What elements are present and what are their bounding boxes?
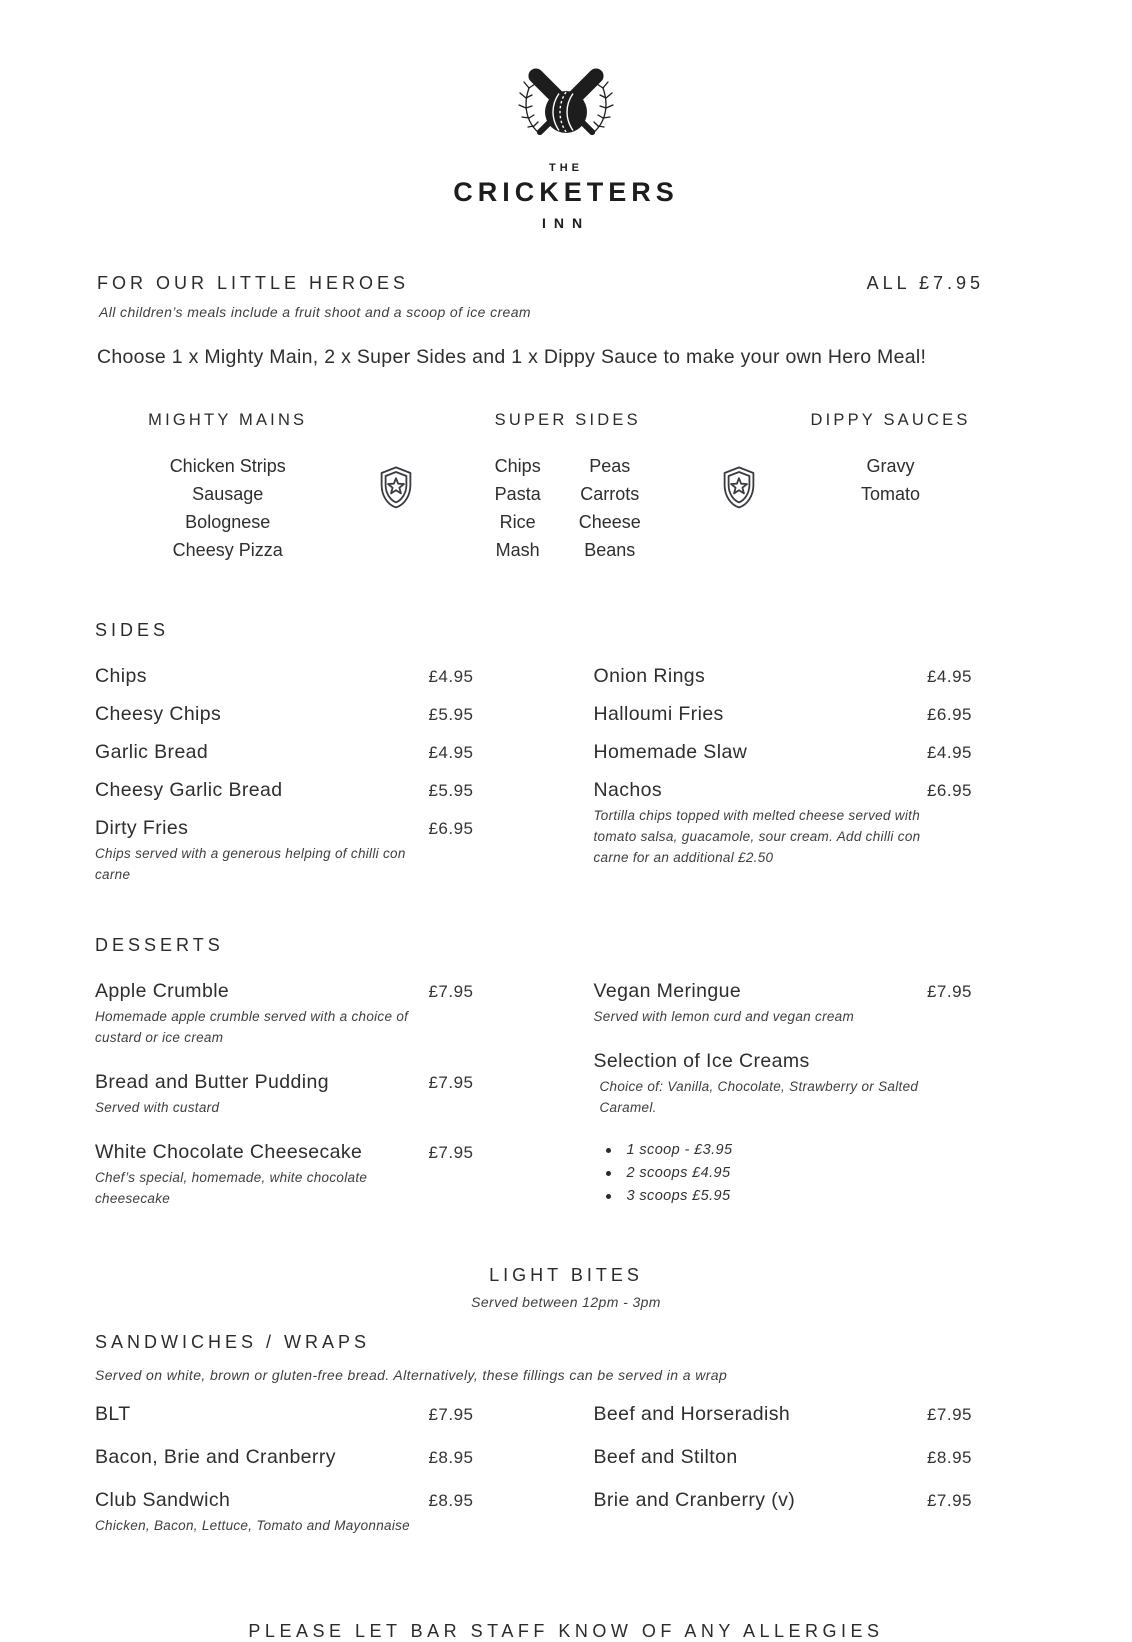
menu-item [594,980,973,1028]
logo-text-inn: INN [541,215,591,231]
menu-item [594,1050,973,1208]
item-name: Cheesy Chips [95,703,222,725]
item-description: Chips served with a generous helping of chilli con carne [95,846,406,882]
item-name: Nachos [593,779,663,801]
sandwiches-right-column [594,1403,973,1557]
menu-item [95,1141,474,1210]
desserts-section-title: DESSERTS [95,934,224,955]
item-name: Bacon, Brie and Cranberry [95,1446,336,1469]
item-description: Homemade apple crumble served with a choice of custard or ice cream [95,1008,409,1045]
sandwiches-section [0,1332,1132,1557]
item-name: Garlic Bread [95,741,209,763]
item-description: Tortilla chips topped with melted cheese served with tomato salsa, guacamole, sour cream. Add chilli con carne for an additional £2.50 [593,808,921,865]
item-name: Cheesy Garlic Bread [95,779,283,801]
light-bites-title: LIGHT BITES [489,1265,643,1286]
menu-item [95,703,474,726]
dippy-sauces-title: DIPPY SAUCES [810,411,971,429]
kids-section-title: FOR OUR LITTLE HEROES [97,273,410,293]
kids-main-item: Cheesy Pizza [172,540,283,560]
wheat-sprig-icon [519,82,539,133]
shield-star-icon [715,463,763,511]
item-name: Vegan Meringue [593,979,742,1002]
menu-item [95,779,474,802]
ice-cream-scoop-options [606,1139,973,1208]
menu-item [95,1489,474,1537]
kids-side-item: Beans [584,540,636,560]
item-price: £5.95 [428,705,474,724]
item-name: Apple Crumble [95,979,230,1002]
kids-side-item: Peas [589,456,631,476]
menu-item [95,741,474,764]
item-name: Bread and Butter Pudding [95,1070,330,1093]
item-name: Selection of Ice Creams [593,1049,810,1072]
mighty-mains-column [117,411,338,564]
sides-section [0,620,1132,901]
item-description: Served with custard [95,1099,220,1115]
scoop-option-label: 2 scoops £4.95 [626,1164,731,1181]
item-name: Brie and Cranberry (v) [593,1489,796,1512]
sandwiches-note: Served on white, brown or gluten-free bread. Alternatively, these fillings can be served in a wrap [95,1367,728,1384]
restaurant-logo [0,0,1132,231]
kids-instruction: Choose 1 x Mighty Main, 2 x Super Sides and 1 x Dippy Sauce to make your own Hero Meal! [97,346,927,368]
item-description: Choice of: Vanilla, Chocolate, Strawberry or Salted Caramel. [599,1078,919,1115]
menu-item [95,1446,474,1469]
kids-price-all: ALL £7.95 [866,273,984,293]
item-description: Chef’s special, homemade, white chocolate cheesecake [95,1169,368,1206]
logo-text-name: CRICKETERS [453,177,679,207]
kids-main-item: Chicken Strips [169,456,286,476]
item-name: Chips [95,665,147,687]
item-price: £7.95 [428,1072,474,1092]
item-price: £4.95 [926,743,972,762]
bullet-icon [606,1171,611,1176]
sandwiches-section-title: SANDWICHES / WRAPS [95,1332,371,1353]
dippy-sauces-column [797,411,984,564]
kids-side-item: Pasta [494,484,541,504]
item-price: £4.95 [428,743,474,762]
item-name: Dirty Fries [95,817,189,839]
scoop-option [606,1139,973,1162]
item-price: £6.95 [926,781,972,800]
item-name: Homemade Slaw [593,741,748,763]
item-price: £7.95 [926,1405,972,1425]
menu-item [594,1403,973,1426]
menu-item [594,1446,973,1469]
mighty-mains-title: MIGHTY MAINS [148,411,308,429]
item-name: Club Sandwich [95,1489,231,1512]
menu-item [95,1071,474,1119]
item-price: £6.95 [926,705,972,724]
kids-side-item: Rice [499,512,536,532]
menu-item [594,741,973,764]
scoop-option [606,1162,973,1185]
bullet-icon [606,1194,611,1199]
menu-item [594,779,973,869]
item-name: Beef and Horseradish [593,1403,791,1426]
shield-star-icon [372,463,420,511]
kids-side-item: Cheese [578,512,641,532]
super-sides-title: SUPER SIDES [494,411,641,429]
kids-side-item: Chips [494,456,541,476]
item-price: £7.95 [926,981,972,1001]
item-price: £8.95 [428,1491,474,1511]
allergies-notice: PLEASE LET BAR STAFF KNOW OF ANY ALLERGIES [248,1621,884,1642]
scoop-option [606,1185,973,1208]
sides-section-title: SIDES [95,620,170,640]
item-price: £4.95 [926,667,972,686]
item-name: Beef and Stilton [593,1446,738,1469]
menu-item [95,665,474,688]
desserts-section [0,935,1132,1232]
desserts-right-column [594,980,973,1232]
bullet-icon [606,1148,611,1153]
item-description: Served with lemon curd and vegan cream [593,1008,855,1024]
kids-sauce-item: Tomato [860,484,921,504]
sandwiches-left-column [95,1403,474,1557]
menu-item [95,980,474,1049]
kids-main-item: Bolognese [185,512,271,532]
kids-columns [97,411,984,564]
item-price: £7.95 [428,1405,474,1425]
item-name: BLT [95,1403,131,1426]
light-bites-subtitle: Served between 12pm - 3pm [471,1294,661,1311]
kids-side-item: Carrots [580,484,640,504]
kids-section [0,273,1132,564]
cricket-bats-ball-icon [491,60,641,160]
wheat-sprig-icon [593,82,613,133]
kids-note: All children’s meals include a fruit shoot and a scoop of ice cream [99,304,531,320]
item-price: £4.95 [428,667,474,686]
desserts-left-column [95,980,474,1232]
item-name: Halloumi Fries [593,703,724,725]
scoop-option-label: 3 scoops £5.95 [626,1187,731,1204]
item-price: £7.95 [926,1491,972,1511]
logo-text-the: THE [549,162,583,174]
sides-right-column [594,665,973,901]
item-name: Onion Rings [593,665,706,687]
item-description: Chicken, Bacon, Lettuce, Tomato and Mayonnaise [95,1518,410,1534]
item-price: £5.95 [428,781,474,800]
item-price: £7.95 [428,981,474,1001]
kids-sauce-item: Gravy [866,456,915,476]
item-price: £8.95 [926,1448,972,1468]
scoop-option-label: 1 scoop - £3.95 [626,1141,733,1158]
menu-item [95,1403,474,1426]
kids-side-item: Mash [495,540,540,560]
super-sides-column [455,411,681,564]
item-name: White Chocolate Cheesecake [95,1140,363,1163]
light-bites-header [0,1265,1132,1310]
sides-left-column [95,665,474,901]
menu-item [95,817,474,886]
menu-item [594,1489,973,1512]
menu-item [594,703,973,726]
menu-item [594,665,973,688]
item-price: £6.95 [428,819,474,838]
item-price: £7.95 [428,1142,474,1162]
item-price: £8.95 [428,1448,474,1468]
kids-main-item: Sausage [192,484,264,504]
